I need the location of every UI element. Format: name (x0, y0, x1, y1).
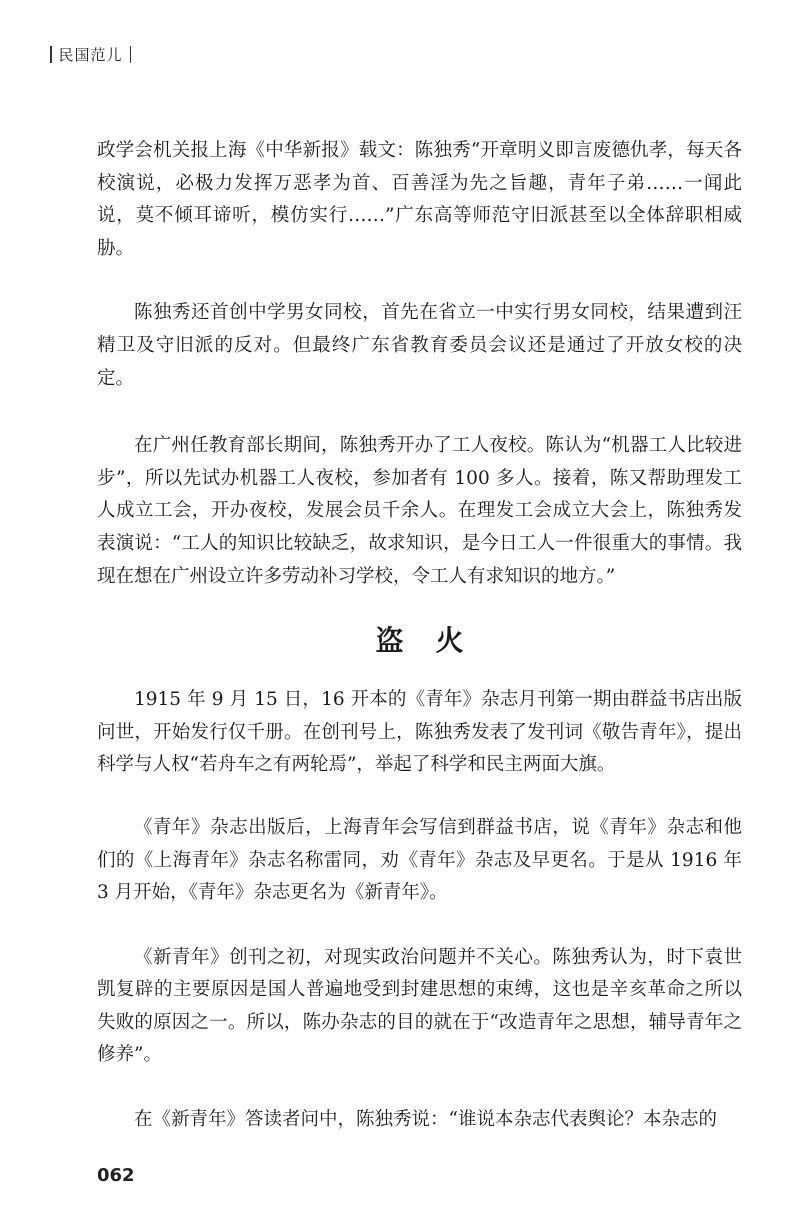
paragraph-continued: 政学会机关报上海《中华新报》载文：陈独秀“开章明义即言废德仇孝，每天各校演说，必极力发挥万恶孝为首、百善淫为先之旨趣，青年子弟……一闻此说，莫不倾耳谛听，模仿实行……”广东高等师范守旧派甚至以全体辞职相威胁。 (97, 140, 742, 259)
section-heading: 盗火 (375, 624, 496, 658)
header-right-rule (130, 46, 132, 63)
paragraph-magazine-founding: 1915 年 9 月 15 日，16 开本的《青年》杂志月刊第一期由群益书店出版问世，开始发行仅千册。在创刊号上，陈独秀发表了发刊词《敬告青年》，提出科学与人权“若舟车之有两轮焉”，举起了科学和民主两面大旗。 (97, 689, 742, 776)
running-header (50, 44, 131, 65)
paragraph-rename: 《青年》杂志出版后，上海青年会写信到群益书店，说《青年》杂志和他们的《上海青年》杂志名称雷同，劝《青年》杂志及早更名。于是从 1916 年 3 月开始，《青年》杂志更名为《新青年》。 (97, 816, 742, 904)
paragraph-night-school: 在广州任教育部长期间，陈独秀开办了工人夜校。陈认为“机器工人比较进步”，所以先试办机器工人夜校，参加者有 100 多人。接着，陈又帮助理发工人成立工会，开办夜校，发展会员千余人。在理发工会成立大会上，陈独秀发表演说：“工人的知识比较缺乏，故求知识，是今日工人一件很重大的事情。我现在想在广州设立许多劳动补习学校，令工人有求知识的地方。” (97, 435, 742, 587)
page-body (97, 135, 742, 1137)
header-left-rule (50, 46, 52, 63)
page-number: 062 (97, 1165, 135, 1186)
book-title: 民国范儿 (58, 46, 123, 64)
paragraph-coeducation: 陈独秀还首创中学男女同校，首先在省立一中实行男女同校，结果遭到汪精卫及守旧派的反对。但最终广东省教育委员会议还是通过了开放女校的决定。 (97, 302, 742, 389)
paragraph-reader-reply: 在《新青年》答读者问中，陈独秀说：“谁说本杂志代表舆论？本杂志的 (134, 1109, 717, 1131)
paragraph-purpose: 《新青年》创刊之初，对现实政治问题并不关心。陈独秀认为，时下袁世凯复辟的主要原因是国人普遍地受到封建思想的束缚，这也是辛亥革命之所以失败的原因之一。所以，陈办杂志的目的就在于“改造青年之思想，辅导青年之修养”。 (97, 946, 742, 1066)
